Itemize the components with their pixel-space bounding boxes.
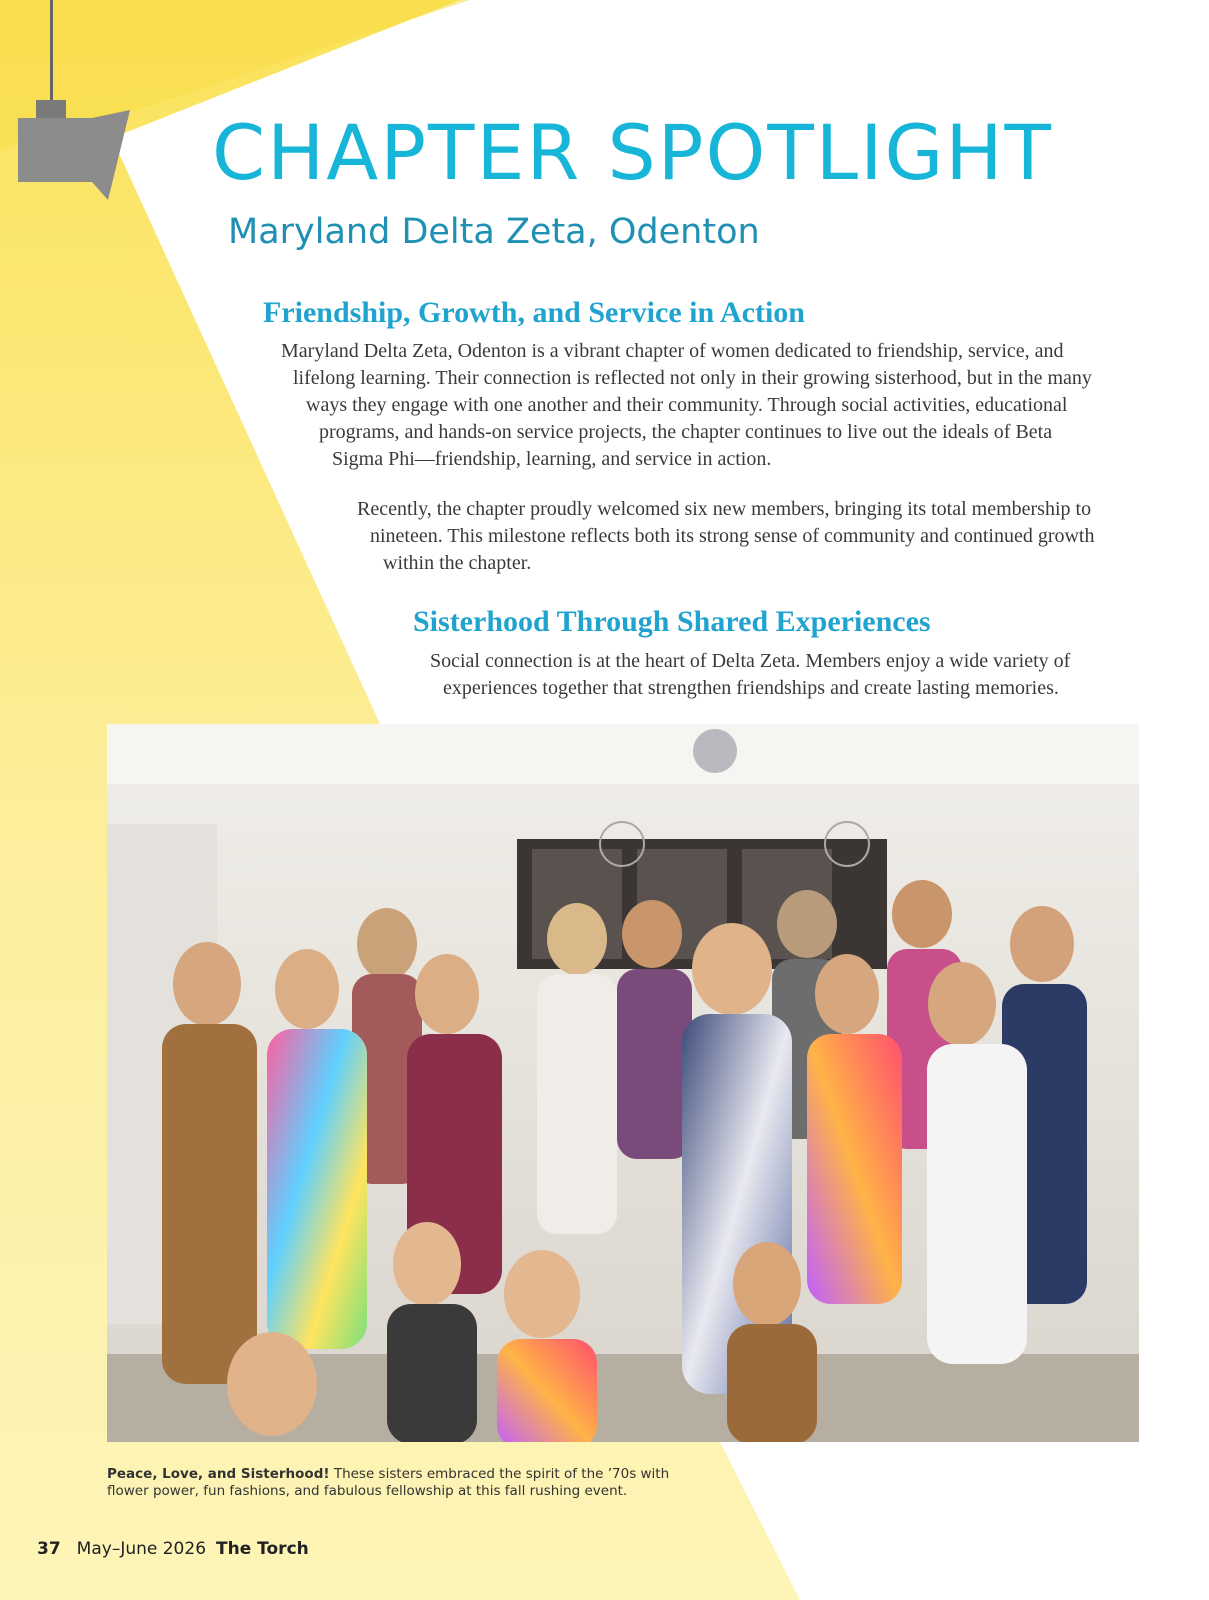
caption-text-line2: flower power, fun fashions, and fabulous fellowship at this fall rushing event. <box>107 1483 628 1499</box>
group-photo-illustration <box>107 724 1139 1442</box>
paragraph-line: lifelong learning. Their connection is reflected not only in their growing sisterhood, but in the many <box>293 367 1092 389</box>
paragraph-line: Recently, the chapter proudly welcomed six new members, bringing its total membership to <box>357 498 1092 520</box>
photo-caption <box>107 1466 807 1500</box>
page-number: 37 <box>37 1539 61 1559</box>
paragraph-line: Maryland Delta Zeta, Odenton is a vibrant chapter of women dedicated to friendship, service, and <box>281 340 1064 362</box>
paragraph-line: Social connection is at the heart of Delta Zeta. Members enjoy a wide variety of <box>430 650 1071 672</box>
page-title: CHAPTER SPOTLIGHT <box>212 108 1053 197</box>
paragraph-line: experiences together that strengthen friendships and create lasting memories. <box>443 677 1059 699</box>
page-footer <box>37 1539 309 1559</box>
section-heading-sisterhood: Sisterhood Through Shared Experiences <box>413 605 931 638</box>
spotlight-lamp-icon <box>0 0 140 200</box>
chapter-name-subtitle: Maryland Delta Zeta, Odenton <box>228 212 760 252</box>
section-heading-friendship: Friendship, Growth, and Service in Action <box>263 296 805 329</box>
paragraph-line: nineteen. This milestone reflects both its strong sense of community and continued growth <box>370 525 1095 547</box>
group-photo <box>107 724 1139 1442</box>
paragraph-line: ways they engage with one another and their community. Through social activities, educational <box>306 394 1068 416</box>
paragraph-line: Sigma Phi—friendship, learning, and service in action. <box>332 448 772 470</box>
caption-text-line1: These sisters embraced the spirit of the ’70s with <box>329 1466 670 1482</box>
paragraph-line: within the chapter. <box>383 552 532 574</box>
magazine-name: The Torch <box>216 1539 309 1559</box>
issue-date: May–June 2026 <box>76 1539 207 1559</box>
paragraph-line: programs, and hands-on service projects, the chapter continues to live out the ideals of Beta <box>319 421 1053 443</box>
caption-bold-lead: Peace, Love, and Sisterhood! <box>107 1466 330 1482</box>
